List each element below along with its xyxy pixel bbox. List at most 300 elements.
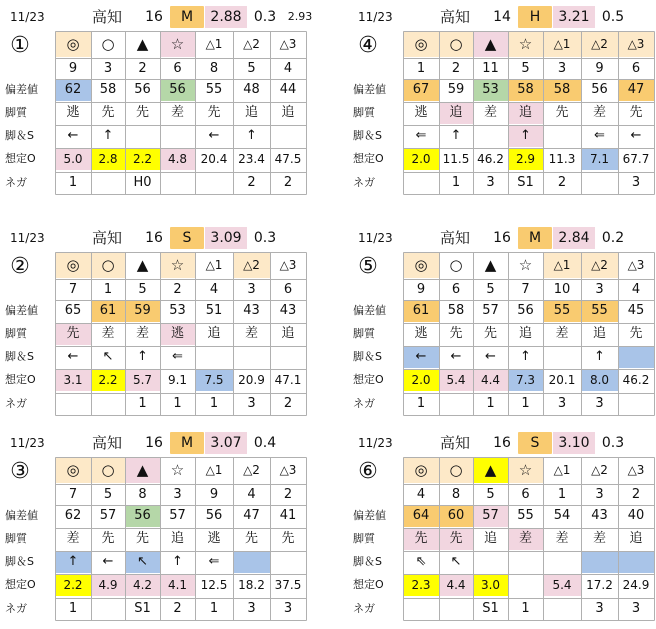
soutei-odds-row-cell: 5.4 [543, 574, 581, 596]
horse-number: 4 [631, 282, 641, 297]
soutei-odds-row-cell: 23.4 [233, 148, 270, 170]
mark-cell: △3 [270, 31, 306, 57]
race-value: 0.3 [253, 9, 277, 25]
hensa-row-cell: 67 [403, 79, 439, 101]
kyaku-s-row-cell: ↖ [439, 551, 473, 573]
kyaku-s-row-label: 脚＆S [5, 350, 34, 363]
mark-cell: ▲ [125, 31, 160, 57]
soutei-odds-row-cell: 4.9 [91, 574, 125, 596]
soutei-odds-row-label: 想定O [353, 152, 384, 165]
mark-cell: ☆ [160, 31, 195, 57]
kyakushitsu-row-cell: 追 [233, 102, 270, 124]
hensa-row-label: 偏差値 [353, 83, 386, 96]
nega-row-cell: 2 [557, 175, 567, 190]
nega-row-cell [55, 393, 91, 415]
hensa-row-cell: 62 [55, 79, 91, 101]
race-extra [631, 227, 656, 249]
kyakushitsu-row-cell: 追 [270, 102, 306, 124]
kyakushitsu-row-cell: 先 [270, 528, 306, 550]
race-value: 0.4 [253, 435, 277, 451]
hensa-row-cell: 60 [439, 505, 473, 527]
nega-row-cell: 3 [247, 396, 256, 411]
soutei-odds-row-label: 想定O [5, 373, 36, 386]
hensa-row-label: 偏差値 [353, 304, 386, 317]
hensa-row-cell: 43 [581, 505, 618, 527]
kyaku-s-row-cell: ← [55, 346, 91, 368]
horse-number: 7 [68, 487, 78, 502]
soutei-odds-row-cell: 47.5 [270, 148, 306, 170]
nega-row-cell [439, 393, 473, 415]
kyakushitsu-row-cell: 差 [233, 323, 270, 345]
mark-cell: ☆ [160, 252, 195, 278]
soutei-odds-row-cell: 4.4 [439, 574, 473, 596]
mark-cell: ☆ [508, 457, 543, 483]
horse-number: 9 [68, 61, 78, 76]
venue-name: 高知 [91, 229, 122, 247]
nega-row-cell [91, 393, 125, 415]
kyakushitsu-row-cell: 先 [439, 528, 473, 550]
hensa-row-cell: 64 [403, 505, 439, 527]
kyakushitsu-row-cell: 先 [55, 323, 91, 345]
kyakushitsu-row-cell: 差 [508, 528, 543, 550]
block-5 [353, 227, 656, 417]
nega-row-cell: 3 [486, 175, 495, 190]
kyakushitsu-row-cell: 先 [618, 323, 654, 345]
kyaku-s-row-cell: ↑ [55, 551, 91, 573]
kyaku-s-row-cell: ← [473, 346, 508, 368]
mark-cell: ☆ [508, 252, 543, 278]
soutei-odds-row-cell: 20.4 [195, 148, 233, 170]
kyaku-s-row-cell: ← [55, 125, 91, 147]
nega-row-cell: 3 [595, 396, 604, 411]
soutei-odds-row-cell: 47.1 [270, 369, 306, 391]
race-index: ⑤ [358, 254, 378, 279]
soutei-odds-row-cell: 8.0 [581, 369, 618, 391]
hensa-row-cell: 56 [160, 79, 195, 101]
race-value: 0.5 [601, 9, 625, 25]
hensa-row-cell: 57 [91, 505, 125, 527]
hensa-row-cell: 55 [508, 505, 543, 527]
soutei-odds-row-cell [508, 574, 543, 596]
kyakushitsu-row-cell: 追 [618, 528, 654, 550]
mark-cell: ▲ [473, 252, 508, 278]
horse-number: 6 [631, 61, 641, 76]
horse-number: 3 [595, 487, 604, 502]
soutei-odds-row-cell: 67.7 [618, 148, 654, 170]
race-class: M [170, 432, 204, 454]
kyaku-s-row-cell: ↑ [233, 125, 270, 147]
kyakushitsu-row-cell: 差 [160, 102, 195, 124]
horse-number: 1 [557, 487, 567, 502]
hensa-row-cell: 59 [439, 79, 473, 101]
mark-cell: ◎ [55, 31, 91, 57]
hensa-row-label: 偏差値 [5, 83, 38, 96]
nega-row-cell: 3 [283, 601, 293, 616]
nega-row-cell: 1 [209, 601, 219, 616]
mark-cell: △3 [618, 31, 654, 57]
mark-cell: ◎ [55, 252, 91, 278]
kyakushitsu-row-cell: 先 [125, 102, 160, 124]
horse-number: 11 [482, 61, 499, 76]
mark-cell: ○ [439, 252, 473, 278]
hensa-row-cell: 54 [543, 505, 581, 527]
race-extra [283, 432, 317, 454]
race-index: ③ [10, 459, 30, 484]
mark-cell: ▲ [125, 457, 160, 483]
block-6 [353, 432, 656, 622]
hensa-row-cell: 48 [233, 79, 270, 101]
nega-row-cell: 2 [283, 175, 293, 190]
mark-cell: ▲ [473, 31, 508, 57]
kyakushitsu-row-cell: 追 [195, 323, 233, 345]
nega-row-cell: H0 [133, 175, 152, 190]
race-class: S [170, 227, 204, 249]
nega-row-label: ネガ [5, 397, 27, 410]
nega-row-cell: 1 [68, 601, 78, 616]
kyaku-s-row-cell: ⇐ [403, 125, 439, 147]
mark-cell: ☆ [160, 457, 195, 483]
race-index: ① [10, 33, 30, 58]
kyaku-s-row-cell: ← [439, 346, 473, 368]
kyaku-s-row-cell [270, 346, 306, 368]
hensa-row-cell: 58 [508, 79, 543, 101]
kyakushitsu-row-cell: 先 [233, 528, 270, 550]
hensa-row-cell: 45 [618, 300, 654, 322]
soutei-odds-row-cell: 9.1 [160, 369, 195, 391]
venue-name: 高知 [439, 229, 470, 247]
kyaku-s-row-cell: ↑ [125, 346, 160, 368]
nega-row-label: ネガ [5, 602, 27, 615]
nega-row-cell: S1 [517, 175, 534, 190]
kyakushitsu-row-label: 脚質 [5, 532, 27, 545]
nega-row-cell: 1 [521, 396, 530, 411]
nega-row-cell [160, 172, 195, 194]
kyaku-s-row-cell: ← [91, 551, 125, 573]
hensa-row-cell: 55 [543, 300, 581, 322]
mark-cell: △1 [195, 457, 233, 483]
kyakushitsu-row-label: 脚質 [353, 532, 375, 545]
kyakushitsu-row-cell: 先 [543, 102, 581, 124]
kyakushitsu-row-cell: 差 [581, 528, 618, 550]
soutei-odds-row-cell: 2.8 [91, 148, 125, 170]
mark-cell: △2 [233, 457, 270, 483]
soutei-odds-row-cell: 2.0 [403, 148, 439, 170]
soutei-odds-row-label: 想定O [5, 578, 36, 591]
mark-cell: △2 [233, 252, 270, 278]
horse-number: 3 [247, 282, 256, 297]
nega-row-cell [543, 598, 581, 620]
race-header [5, 432, 323, 456]
horse-number: 4 [209, 282, 219, 297]
hensa-row-cell: 41 [270, 505, 306, 527]
race-header [353, 432, 656, 456]
race-extra [631, 432, 656, 454]
horse-number: 3 [103, 61, 113, 76]
runner-count: 16 [493, 435, 511, 451]
kyakushitsu-row-cell: 追 [473, 528, 508, 550]
kyaku-s-row-cell: ← [403, 346, 439, 368]
hensa-row-cell: 65 [55, 300, 91, 322]
kyakushitsu-row-cell: 先 [91, 528, 125, 550]
horse-number: 5 [486, 487, 495, 502]
kyakushitsu-row-cell: 差 [543, 528, 581, 550]
kyaku-s-row-cell: ↑ [91, 125, 125, 147]
nega-row-cell: S1 [482, 601, 499, 616]
soutei-odds-row-cell: 2.2 [55, 574, 91, 596]
horse-number: 5 [486, 282, 495, 297]
mark-cell: △1 [543, 31, 581, 57]
runner-count: 16 [145, 230, 163, 246]
kyakushitsu-row-label: 脚質 [5, 106, 27, 119]
mark-cell: ○ [439, 457, 473, 483]
kyaku-s-row-cell [233, 551, 270, 573]
race-value: 0.2 [601, 230, 625, 246]
hensa-row-cell: 51 [195, 300, 233, 322]
horse-number: 8 [451, 487, 461, 502]
horse-number: 6 [173, 61, 182, 76]
mark-cell: ▲ [125, 252, 160, 278]
hensa-row-cell: 56 [195, 505, 233, 527]
hensa-row-cell: 59 [125, 300, 160, 322]
soutei-odds-row-cell: 2.2 [125, 148, 160, 170]
hensa-row-cell: 56 [125, 79, 160, 101]
horse-number: 6 [283, 282, 293, 297]
kyakushitsu-row-cell: 差 [91, 323, 125, 345]
mark-cell: △3 [618, 252, 654, 278]
horse-number: 10 [553, 282, 571, 297]
race-class: H [518, 6, 552, 28]
kyakushitsu-row-cell: 追 [581, 323, 618, 345]
nega-row-cell [91, 598, 125, 620]
horse-number: 3 [595, 282, 604, 297]
horse-number: 5 [521, 61, 530, 76]
hensa-row-cell: 44 [270, 79, 306, 101]
runner-count: 16 [145, 435, 163, 451]
mark-cell: ◎ [403, 31, 439, 57]
kyakushitsu-row-label: 脚質 [353, 106, 375, 119]
race-class: M [170, 6, 204, 28]
kyakushitsu-row-cell: 逃 [55, 102, 91, 124]
block-2 [5, 227, 323, 417]
kyakushitsu-row-cell: 先 [125, 528, 160, 550]
soutei-odds-row-cell: 46.2 [618, 369, 654, 391]
soutei-odds-row-cell: 4.8 [160, 148, 195, 170]
horse-number: 5 [138, 282, 147, 297]
soutei-odds-row-label: 想定O [5, 152, 36, 165]
soutei-odds-row-cell: 4.1 [160, 574, 195, 596]
kyaku-s-row-cell [473, 551, 508, 573]
kyakushitsu-row-cell: 差 [473, 102, 508, 124]
nega-row-cell: 2 [247, 175, 256, 190]
soutei-odds-row-cell: 37.5 [270, 574, 306, 596]
venue-name: 高知 [91, 434, 122, 452]
kyaku-s-row-cell [618, 346, 654, 368]
horse-number: 9 [595, 61, 604, 76]
kyakushitsu-row-cell: 差 [543, 323, 581, 345]
mark-cell: ○ [91, 31, 125, 57]
kyakushitsu-row-cell: 追 [439, 102, 473, 124]
kyakushitsu-row-label: 脚質 [5, 327, 27, 340]
mark-cell: △1 [543, 457, 581, 483]
kyakushitsu-row-cell: 追 [508, 323, 543, 345]
nega-row-label: ネガ [353, 602, 375, 615]
kyakushitsu-row-cell: 差 [581, 102, 618, 124]
kyaku-s-row-cell [508, 551, 543, 573]
race-score: 2.88 [205, 6, 247, 28]
nega-row-cell: 3 [247, 601, 256, 616]
nega-row-cell [581, 172, 618, 194]
kyaku-s-row-cell [473, 125, 508, 147]
horse-number: 8 [209, 61, 219, 76]
nega-row-cell [618, 393, 654, 415]
kyaku-s-row-cell: ↑ [439, 125, 473, 147]
soutei-odds-row-cell: 12.5 [195, 574, 233, 596]
kyakushitsu-row-cell: 追 [508, 102, 543, 124]
kyakushitsu-row-label: 脚質 [353, 327, 375, 340]
hensa-row-cell: 47 [233, 505, 270, 527]
mark-cell: △3 [270, 457, 306, 483]
race-date: 11/23 [358, 10, 393, 24]
soutei-odds-row-cell: 5.0 [55, 148, 91, 170]
hensa-row-cell: 55 [195, 79, 233, 101]
race-score: 3.21 [553, 6, 595, 28]
race-score: 3.10 [553, 432, 595, 454]
runner-count: 14 [493, 9, 511, 25]
nega-row-cell: 1 [138, 396, 147, 411]
soutei-odds-row-cell: 2.9 [508, 148, 543, 170]
nega-row-cell: 1 [521, 601, 530, 616]
hensa-row-cell: 53 [473, 79, 508, 101]
hensa-row-cell: 58 [543, 79, 581, 101]
race-index: ④ [358, 33, 378, 58]
kyakushitsu-row-cell: 逃 [195, 528, 233, 550]
kyaku-s-row-cell: ⇐ [581, 125, 618, 147]
race-date: 11/23 [10, 10, 45, 24]
race-date: 11/23 [10, 436, 45, 450]
hensa-row-label: 偏差値 [353, 509, 386, 522]
kyaku-s-row-label: 脚＆S [5, 555, 34, 568]
hensa-row-cell: 61 [403, 300, 439, 322]
soutei-odds-row-cell: 2.0 [403, 369, 439, 391]
kyakushitsu-row-cell: 逃 [403, 323, 439, 345]
kyakushitsu-row-cell: 先 [439, 323, 473, 345]
horse-number: 5 [247, 61, 256, 76]
kyaku-s-row-cell [543, 551, 581, 573]
nega-row-cell [403, 172, 439, 194]
nega-row-cell: 2 [283, 396, 293, 411]
kyaku-s-row-label: 脚＆S [353, 350, 382, 363]
kyaku-s-row-label: 脚＆S [353, 129, 382, 142]
mark-cell: △2 [581, 31, 618, 57]
hensa-row-cell: 57 [160, 505, 195, 527]
kyakushitsu-row-cell: 先 [195, 102, 233, 124]
kyakushitsu-row-cell: 先 [618, 102, 654, 124]
horse-number: 8 [138, 487, 147, 502]
mark-cell: △1 [543, 252, 581, 278]
kyakushitsu-row-cell: 差 [125, 323, 160, 345]
hensa-row-cell: 57 [473, 300, 508, 322]
mark-cell: ☆ [508, 31, 543, 57]
soutei-odds-row-cell: 5.4 [439, 369, 473, 391]
nega-row-cell: 1 [173, 396, 182, 411]
soutei-odds-row-cell: 20.9 [233, 369, 270, 391]
race-header [5, 6, 323, 30]
nega-row-cell [91, 172, 125, 194]
nega-row-cell: 1 [209, 396, 219, 411]
hensa-row-cell: 57 [473, 505, 508, 527]
horse-number: 2 [173, 282, 182, 297]
kyaku-s-row-cell [270, 125, 306, 147]
mark-cell: △2 [581, 252, 618, 278]
hensa-row-cell: 43 [270, 300, 306, 322]
nega-row-cell [439, 598, 473, 620]
race-score: 3.07 [205, 432, 247, 454]
race-class: S [518, 432, 552, 454]
kyaku-s-row-cell [160, 125, 195, 147]
hensa-row-cell: 47 [618, 79, 654, 101]
kyakushitsu-row-cell: 差 [55, 528, 91, 550]
hensa-row-cell: 58 [439, 300, 473, 322]
soutei-odds-row-cell: 3.1 [55, 369, 91, 391]
race-date: 11/23 [10, 231, 45, 245]
mark-cell: ▲ [473, 457, 508, 483]
kyaku-s-row-cell: ↑ [160, 551, 195, 573]
hensa-row-cell: 56 [508, 300, 543, 322]
nega-row-cell: 1 [486, 396, 495, 411]
race-value: 0.3 [601, 435, 625, 451]
kyaku-s-row-cell: ← [618, 125, 654, 147]
soutei-odds-row-cell: 3.0 [473, 574, 508, 596]
venue-name: 高知 [439, 8, 470, 26]
venue-name: 高知 [91, 8, 122, 26]
horse-number: 4 [283, 61, 293, 76]
race-date: 11/23 [358, 436, 393, 450]
kyaku-s-row-cell [543, 125, 581, 147]
soutei-odds-row-cell: 11.3 [543, 148, 581, 170]
hensa-row-cell: 55 [581, 300, 618, 322]
nega-row-cell [195, 172, 233, 194]
block-1 [5, 6, 323, 196]
race-score: 3.09 [205, 227, 247, 249]
nega-row-cell: 3 [557, 396, 567, 411]
horse-number: 2 [283, 487, 293, 502]
race-extra [631, 6, 656, 28]
horse-number: 6 [451, 282, 461, 297]
hensa-row-label: 偏差値 [5, 509, 38, 522]
kyaku-s-row-label: 脚＆S [353, 555, 382, 568]
kyaku-s-row-cell: ⇐ [160, 346, 195, 368]
nega-row-label: ネガ [353, 397, 375, 410]
soutei-odds-row-cell: 7.3 [508, 369, 543, 391]
soutei-odds-row-cell: 18.2 [233, 574, 270, 596]
soutei-odds-row-cell: 2.3 [403, 574, 439, 596]
hensa-row-cell: 40 [618, 505, 654, 527]
race-index: ② [10, 254, 30, 279]
soutei-odds-row-cell: 24.9 [618, 574, 654, 596]
race-extra [283, 227, 317, 249]
kyaku-s-row-cell: ↖ [125, 551, 160, 573]
soutei-odds-row-cell: 46.2 [473, 148, 508, 170]
mark-cell: △3 [270, 252, 306, 278]
mark-cell: △3 [618, 457, 654, 483]
runner-count: 16 [493, 230, 511, 246]
horse-number: 1 [416, 61, 426, 76]
kyakushitsu-row-cell: 追 [160, 528, 195, 550]
kyaku-s-row-cell: ← [195, 125, 233, 147]
race-index: ⑥ [358, 459, 378, 484]
horse-number: 3 [557, 61, 567, 76]
kyaku-s-row-cell: ⇐ [195, 551, 233, 573]
